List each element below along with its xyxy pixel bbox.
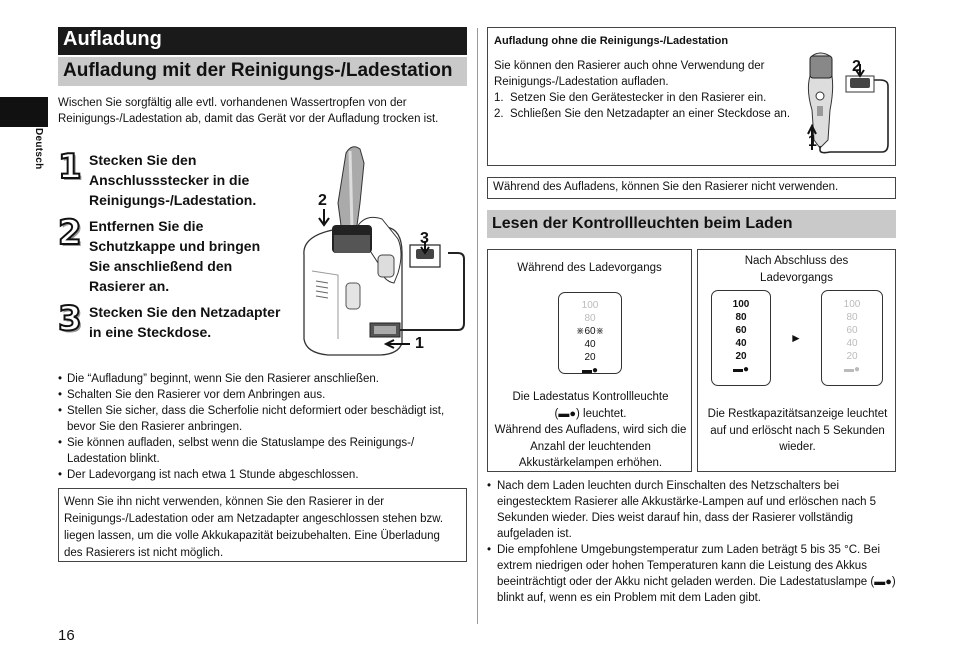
desc-text: ) leuchtet. [576, 407, 627, 420]
level-80: 80 [584, 313, 596, 324]
level-80: 80 [846, 312, 858, 323]
list-item [494, 90, 799, 106]
indicator-notes-list [487, 478, 899, 606]
level-80: 80 [735, 312, 747, 323]
list-item: • Stellen Sie sicher, dass die Scherfolie nicht deformiert oder beschädigt ist, bevor Sie den Rasierer anbringen. [58, 403, 470, 435]
language-tab [0, 97, 48, 127]
arrow-right-icon: ► [790, 331, 802, 345]
plug-icon: ▬● [581, 365, 599, 376]
step-2-line: Rasierer an. [89, 278, 170, 294]
desc-line: Während des Aufladens, wird sich die Anzahl der leuchtenden Akkustärkelampen erhöhen. [494, 424, 687, 469]
level-60: 60 [735, 325, 747, 336]
step-text-3 [89, 302, 299, 342]
bullet-text: Die empfohlene Umgebungstemperatur zum Laden beträgt 5 bis 35 °C. Bei extrem niedrigen oder hohen Temperaturen kann die Leistung des Akkus beeinträchtigt oder der Akku nicht geladen werden. Die [497, 544, 881, 588]
section-title: Aufladung [58, 27, 467, 55]
step-3-line: in eine Steckdose. [89, 324, 212, 340]
level-60-blinking: ⋇60⋇ [576, 326, 604, 337]
list-item: • Der Ladevorgang ist nach etwa 1 Stunde abgeschlossen. [58, 467, 470, 483]
panel-after-charging [697, 249, 896, 472]
bullet-text: Ladestatuslampe ( [779, 576, 875, 588]
level-40: 40 [846, 338, 858, 349]
step-number-2: 2 [58, 213, 82, 253]
panel-description: Die Restkapazitätsanzeige leuchtet auf und erlöscht nach 5 Sekunden wieder. [707, 408, 888, 453]
level-100: 100 [581, 300, 599, 311]
panel-during-charging [487, 249, 692, 472]
level-100: 100 [843, 299, 861, 310]
desc-text: ( [554, 407, 559, 420]
section-title-indicators: Lesen der Kontrollleuchten beim Laden [487, 210, 896, 238]
figure-label-1: 1 [808, 133, 817, 150]
step-text-2 [89, 216, 294, 296]
step-2-line: Sie anschließend den [89, 258, 233, 274]
level-40: 40 [735, 338, 747, 349]
battery-indicator [558, 292, 622, 374]
step-text: Setzen Sie den Gerätestecker in den Rasierer ein. [510, 92, 767, 104]
step-1-line: Anschlussstecker in die [89, 172, 250, 188]
desc-line: Die Ladestatus Kontrollleuchte [512, 391, 669, 403]
step-number-1: 1 [58, 147, 82, 187]
step-number-3: 3 [58, 299, 82, 339]
while-charging-note: Während des Aufladens, können Sie den Rasierer nicht verwenden. [487, 177, 896, 199]
figure-label-3: 3 [420, 230, 429, 247]
list-item: • Nach dem Laden leuchten durch Einschalten des Netzschalters bei eingestecktem Rasierer alle Akkustärke-Lampen auf und erlöschen nach 5 Sekunden wieder. Dies weist darauf hin, dass der Rasierer vollständig aufgeladen ist. [487, 478, 899, 542]
storage-note-box: Wenn Sie ihn nicht verwenden, können Sie den Rasierer in der Reinigungs-/Ladestation oder am Netzadapter angeschlossen stehen bzw. liegen lassen, um die volle Akkukapazität beizubehalten. Eine Überladung des Rasierers ist nicht möglich. [58, 488, 467, 562]
list-item [494, 106, 799, 122]
step-1-line: Reinigungs-/Ladestation. [89, 192, 257, 208]
list-item: • Schalten Sie den Rasierer vor dem Anbringen aus. [58, 387, 470, 403]
column-divider [477, 28, 478, 624]
level-20: 20 [846, 351, 858, 362]
step-1-line: Stecken Sie den [89, 152, 197, 168]
level-60: 60 [846, 325, 858, 336]
list-item: • Die “Aufladung” beginnt, wenn Sie den Rasierer anschließen. [58, 371, 470, 387]
level-20: 20 [735, 351, 747, 362]
figure-label-1: 1 [415, 335, 424, 352]
charging-notes-list [58, 371, 470, 483]
level-20: 20 [584, 352, 596, 363]
step-3-line: Stecken Sie den Netzadapter [89, 304, 281, 320]
plug-icon: ▬● [732, 364, 750, 375]
level-60: 60 [584, 326, 596, 337]
step-text: Schließen Sie den Netzadapter an einer Steckdose an. [510, 108, 791, 120]
charging-station-illustration [298, 143, 470, 358]
box-intro: Sie können den Rasierer auch ohne Verwendung der Reinigungs-/Ladestation aufladen. [494, 60, 765, 88]
subsection-title: Aufladung mit der Reinigungs-/Ladestation [58, 57, 467, 86]
step-2-line: Entfernen Sie die [89, 218, 204, 234]
plug-icon: ▬● [843, 364, 861, 375]
step-text-1 [89, 150, 294, 210]
intro-text: Wischen Sie sorgfältig alle evtl. vorhandenen Wassertropfen von der Reinigungs-/Ladestation ab, damit das Gerät vor der Aufladung trocken ist. [58, 97, 439, 125]
list-item: • Sie können aufladen, selbst wenn die Statuslampe des Reinigungs-/ Ladestation blinkt. [58, 435, 470, 467]
bullet-text: ) blinkt auf, wenn es ein Problem mit dem Laden gibt. [497, 576, 896, 604]
figure-label-2: 2 [852, 58, 861, 75]
box-title: Aufladung ohne die Reinigungs-/Ladestation [494, 35, 729, 47]
panel-description [488, 389, 693, 472]
step-num: 2. [494, 108, 504, 120]
list-item [487, 542, 899, 606]
step-2-line: Schutzkappe und bringen [89, 238, 261, 254]
level-40: 40 [584, 339, 596, 350]
panel-caption: Nach Abschluss des Ladevorgangs [744, 255, 849, 284]
desc-line [488, 406, 693, 423]
plug-icon: ▬● [874, 576, 892, 588]
battery-indicator-off [821, 290, 883, 386]
panel-caption: Während des Ladevorgangs [517, 262, 662, 274]
figure-label-2: 2 [318, 192, 327, 209]
language-label: Deutsch [33, 128, 44, 170]
step-num: 1. [494, 92, 504, 104]
level-100: 100 [732, 299, 750, 310]
box-steps [494, 90, 799, 122]
battery-indicator-full [711, 290, 771, 386]
page-number: 16 [58, 627, 75, 644]
plug-icon: ▬● [558, 407, 576, 420]
